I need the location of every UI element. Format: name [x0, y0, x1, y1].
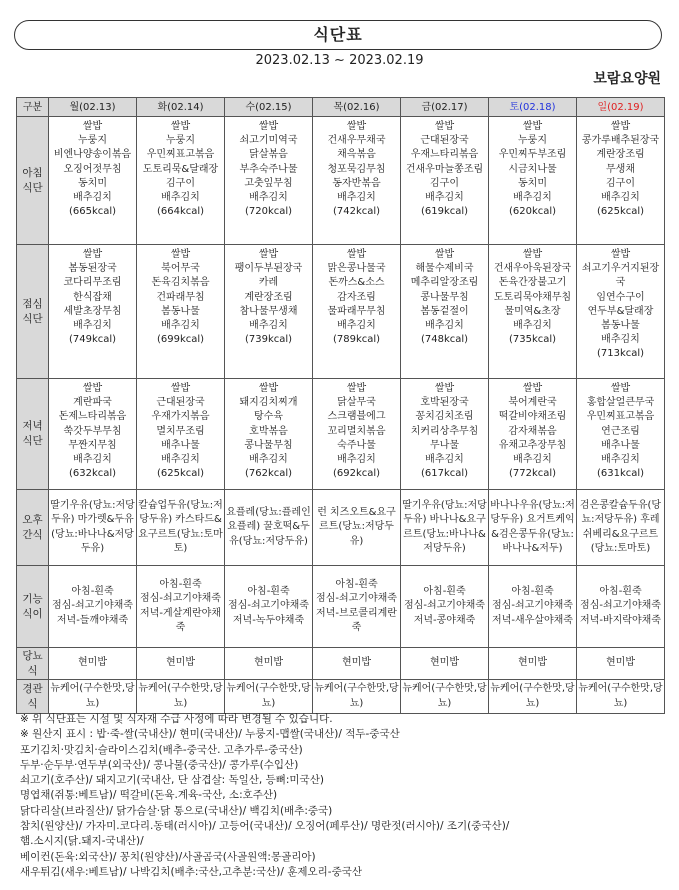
row-label-part: 식단	[22, 312, 43, 325]
menu-item: 도토리묵&달래장	[142, 163, 219, 175]
menu-item: (665kcal)	[68, 206, 117, 218]
note-line: ※ 위 식단표는 시설 및 식자재 수급 사정에 따라 변경될 수 있습니다.	[20, 713, 333, 725]
row-label-part: 아침	[22, 166, 43, 179]
snack-row-label	[17, 490, 49, 566]
tube-feeding-row-label	[17, 680, 49, 714]
menu-item: 돈육김치볶음	[151, 277, 210, 289]
menu-item: 호박볶음	[249, 425, 288, 437]
menu-item: (625kcal)	[596, 206, 645, 218]
snack-cell-mon	[49, 490, 137, 566]
menu-item: 동치미	[78, 177, 107, 189]
breakfast-cell-tue	[137, 117, 225, 245]
menu-item: 아침-흰죽	[423, 586, 466, 598]
diabetic-diet-cell-thu	[313, 648, 401, 680]
lunch-cell-wed	[225, 245, 313, 379]
menu-item: 누룽지	[518, 135, 547, 147]
dinner-cell-tue	[137, 379, 225, 490]
menu-item: 건파래무침	[156, 291, 205, 303]
menu-item: 배추김치	[425, 192, 464, 204]
menu-item: 북어무국	[161, 263, 200, 275]
day-header-sun: 일(02.19)	[577, 98, 665, 117]
special-diet-cell-tue	[137, 566, 225, 648]
row-label-part: 식이	[22, 607, 43, 620]
menu-item: 뉴케어(구수한맛,당뇨)	[490, 683, 575, 709]
menu-item: (617kcal)	[420, 468, 469, 480]
menu-item: 돈육간장불고기	[498, 277, 567, 289]
dinner-cell-sun	[577, 379, 665, 490]
menu-item: 꽁치김치조림	[415, 411, 474, 423]
menu-item: 아침-흰죽	[599, 586, 642, 598]
menu-item: 배추김치	[337, 320, 376, 332]
menu-item: 돈제느타리볶음	[58, 411, 127, 423]
snack-cell-fri	[401, 490, 489, 566]
menu-item: 뉴케어(구수한맛,당뇨)	[138, 683, 223, 709]
row-label-part: 식	[27, 697, 38, 710]
menu-item: 메추리알장조림	[410, 277, 479, 289]
menu-item: 배추김치	[601, 192, 640, 204]
menu-item: 팽이두부된장국	[234, 263, 303, 275]
menu-item: 배추김치	[73, 320, 112, 332]
menu-item: 배추김치	[161, 454, 200, 466]
row-label-part: 식	[27, 664, 38, 677]
menu-item: 쌀밥	[170, 121, 191, 132]
menu-item: (762kcal)	[244, 468, 293, 480]
menu-item: 아침-흰죽	[247, 586, 290, 598]
menu-item: 무생채	[606, 163, 635, 175]
diabetic-diet-row	[17, 648, 665, 680]
menu-item: (739kcal)	[244, 334, 293, 346]
row-label-part: 오후	[22, 513, 43, 526]
menu-item: (742kcal)	[332, 206, 381, 218]
breakfast-cell-mon	[49, 117, 137, 245]
menu-item: 배추김치	[249, 454, 288, 466]
tube-feeding-cell-mon	[49, 680, 137, 714]
special-diet-cell-sun	[577, 566, 665, 648]
snack-cell-sun	[577, 490, 665, 566]
menu-item: 저녁-녹두야채죽	[232, 614, 305, 626]
menu-item: 아침-흰죽	[71, 586, 114, 598]
menu-item: 봄동나물	[601, 320, 640, 332]
row-label-part: 기능	[22, 592, 43, 605]
menu-item: 쌀밥	[258, 249, 279, 260]
menu-item: 탕수육	[254, 411, 283, 423]
menu-item: 청포묵김무침	[327, 163, 386, 175]
menu-item: 떡갈비야채조림	[498, 411, 567, 423]
menu-item: 쑥갓두부무침	[63, 425, 122, 437]
menu-item: 현미밥	[606, 657, 635, 669]
menu-item: 오징어젓무침	[63, 163, 122, 175]
menu-item: 쌀밥	[434, 383, 455, 394]
menu-item: 쌀밥	[610, 383, 631, 394]
menu-item: 배추김치	[73, 192, 112, 204]
snack-cell-sat	[489, 490, 577, 566]
menu-item: 저녁-콩야채죽	[413, 614, 476, 626]
menu-item: 배추김치	[161, 192, 200, 204]
row-label-part: 당뇨	[22, 649, 43, 662]
row-label-part: 저녁	[22, 420, 43, 432]
special-diet-cell-sat	[489, 566, 577, 648]
menu-item: 코다리무조림	[63, 277, 122, 289]
menu-item: 뉴케어(구수한맛,당뇨)	[314, 683, 399, 709]
menu-item: 해물수제비국	[415, 263, 474, 275]
note-line: 참치(원양산)/ 가자미.코다리.동태(러시아)/ 고등어(국내산)/ 오징어(페루산)/ 명란젓(러시아)/ 조기(중국산)/	[20, 820, 510, 833]
menu-item: 누룽지	[78, 135, 107, 147]
menu-item: (699kcal)	[156, 334, 205, 346]
menu-item: 임연수구이	[596, 291, 645, 303]
diabetic-diet-cell-fri	[401, 648, 489, 680]
menu-item: 현미밥	[166, 657, 195, 669]
breakfast-row-label	[17, 117, 49, 245]
menu-item: 배추김치	[601, 454, 640, 466]
diabetic-diet-cell-wed	[225, 648, 313, 680]
menu-item: 쌀밥	[170, 383, 191, 394]
menu-item: 딸기우유(당뇨:저당두유) 마가렛&두유(당뇨:바나나&저당두유)	[50, 500, 135, 554]
menu-item: 유채고추장무침	[498, 439, 567, 451]
menu-item: 현미밥	[342, 657, 371, 669]
menu-item: 쇠고기미역국	[239, 135, 298, 147]
menu-item: 동자반볶음	[332, 177, 381, 189]
day-header-tue: 화(02.14)	[137, 98, 225, 117]
menu-item: 점심-쇠고기야채죽	[492, 600, 573, 612]
menu-item: 저녁-바지락야채죽	[580, 614, 661, 626]
menu-item: 쌀밥	[522, 383, 543, 394]
menu-item: (619kcal)	[420, 206, 469, 218]
tube-feeding-cell-wed	[225, 680, 313, 714]
menu-item: 건새우마늘쫑조림	[405, 163, 484, 175]
menu-item: (692kcal)	[332, 468, 381, 480]
breakfast-cell-wed	[225, 117, 313, 245]
menu-item: 계란장조림	[244, 291, 293, 303]
note-line: 명엽채(쥐통:베트남)/ 떡갈비(돈육.계육-국산, 소:호주산)	[20, 789, 278, 802]
lunch-cell-tue	[137, 245, 225, 379]
menu-item: 스크램블에그	[327, 411, 386, 423]
menu-item: 우재느타리볶음	[410, 149, 479, 161]
menu-item: 쌀밥	[346, 249, 367, 260]
menu-item: 쌀밥	[346, 121, 367, 132]
menu-item: 배추김치	[337, 454, 376, 466]
menu-item: 호박된장국	[420, 397, 469, 409]
tube-feeding-cell-sun	[577, 680, 665, 714]
menu-item: 건새우아욱된장국	[493, 263, 572, 275]
menu-item: 런 치즈오트&요구르트(당뇨:저당두유)	[317, 507, 396, 547]
menu-item: 뉴케어(구수한맛,당뇨)	[50, 683, 135, 709]
menu-item: 콩나물무침	[420, 291, 469, 303]
special-diet-row-label	[17, 566, 49, 648]
menu-item: (631kcal)	[596, 468, 645, 480]
day-header-fri: 금(02.17)	[401, 98, 489, 117]
menu-item: 연두부&달래장	[587, 305, 654, 317]
menu-item: (713kcal)	[596, 348, 645, 360]
lunch-cell-sat	[489, 245, 577, 379]
menu-item: 감자채볶음	[508, 425, 557, 437]
menu-item: 요플레(당뇨:플레인요플레) 꿀호떡&두유(당뇨:저당두유)	[226, 507, 311, 547]
menu-item: 저녁-들깨야채죽	[56, 614, 129, 626]
lunch-row	[17, 245, 665, 379]
menu-item: 우재가지볶음	[151, 411, 210, 423]
day-header-wed: 수(02.15)	[225, 98, 313, 117]
menu-item: 점심-쇠고기야채죽	[404, 600, 485, 612]
menu-item: 저녁-게살계란야채죽	[140, 607, 221, 633]
note-line: 햄.소시지(닭.돼지-국내산)/	[20, 835, 144, 848]
menu-item: 도토리묵야채무침	[493, 291, 572, 303]
menu-item: 쌀밥	[522, 249, 543, 260]
row-label-part: 간식	[22, 528, 43, 541]
menu-item: 시금치나물	[508, 163, 557, 175]
menu-item: (625kcal)	[156, 468, 205, 480]
row-label-part: 식단	[22, 181, 43, 194]
menu-item: 뉴케어(구수한맛,당뇨)	[402, 683, 487, 709]
menu-item: 물파래무무침	[327, 305, 386, 317]
menu-item: 계란장조림	[596, 149, 645, 161]
menu-item: 배추김치	[249, 192, 288, 204]
dinner-cell-wed	[225, 379, 313, 490]
menu-item: 비엔나양송이볶음	[53, 149, 132, 161]
menu-item: 감자조림	[337, 291, 376, 303]
dinner-row-label	[17, 379, 49, 490]
menu-item: 배추김치	[513, 320, 552, 332]
menu-item: 세발초장무침	[63, 305, 122, 317]
menu-item: 돼지김치찌개	[239, 397, 298, 409]
menu-item: 꼬리멸치볶음	[327, 425, 386, 437]
menu-item: 점심-쇠고기야채죽	[52, 600, 133, 612]
menu-item: 쌀밥	[170, 249, 191, 260]
menu-item: 쌀밥	[82, 249, 103, 260]
menu-item: 배추나물	[601, 439, 640, 451]
tube-feeding-row	[17, 680, 665, 714]
tube-feeding-cell-thu	[313, 680, 401, 714]
menu-item: 쌀밥	[434, 249, 455, 260]
menu-item: 쌀밥	[610, 121, 631, 132]
menu-item: 배추김치	[601, 334, 640, 346]
facility-name: 보람요양원	[593, 71, 661, 87]
menu-item: 봄동겉절이	[420, 305, 469, 317]
menu-item: (735kcal)	[508, 334, 557, 346]
dinner-cell-sat	[489, 379, 577, 490]
weekly-menu-table	[16, 97, 665, 714]
menu-item: 뉴케어(구수한맛,당뇨)	[226, 683, 311, 709]
row-label-part: 식단	[22, 435, 43, 447]
snack-cell-thu	[313, 490, 401, 566]
lunch-cell-mon	[49, 245, 137, 379]
menu-item: (632kcal)	[68, 468, 117, 480]
menu-item: 우민찌표고볶음	[586, 411, 655, 423]
menu-item: 쌀밥	[610, 249, 631, 260]
tube-feeding-cell-fri	[401, 680, 489, 714]
menu-item: 현미밥	[430, 657, 459, 669]
menu-item: (772kcal)	[508, 468, 557, 480]
diabetic-diet-row-label	[17, 648, 49, 680]
row-label-part: 경관	[22, 682, 43, 695]
special-diet-cell-thu	[313, 566, 401, 648]
menu-item: 쌀밥	[434, 121, 455, 132]
tube-feeding-cell-tue	[137, 680, 225, 714]
menu-item: 쌀밥	[346, 383, 367, 394]
menu-item: 홍합살얼큰무국	[586, 397, 655, 409]
menu-item: (749kcal)	[68, 334, 117, 346]
menu-item: 뉴케어(구수한맛,당뇨)	[578, 683, 663, 709]
note-line: 새우튀김(새우:베트남)/ 나박김치(배추:국산,고추분:국산)/ 훈제오리-중국산	[20, 865, 363, 878]
menu-item: 쌀밥	[82, 383, 103, 394]
diabetic-diet-cell-mon	[49, 648, 137, 680]
menu-item: (720kcal)	[244, 206, 293, 218]
menu-item: 쌀밥	[522, 121, 543, 132]
menu-item: 저녁-새우살야채죽	[492, 614, 573, 626]
note-line: 쇠고기(호주산)/ 돼지고기(국내산, 단 삼겹살: 독일산, 등뼈:미국산)	[20, 774, 324, 787]
lunch-cell-sun	[577, 245, 665, 379]
menu-item: 아침-흰죽	[335, 579, 378, 591]
diabetic-diet-cell-tue	[137, 648, 225, 680]
menu-item: 쌀밥	[258, 383, 279, 394]
snack-row	[17, 490, 665, 566]
menu-item: 맑은콩나물국	[327, 263, 386, 275]
diabetic-diet-cell-sun	[577, 648, 665, 680]
corner-header: 구분	[17, 98, 49, 117]
note-line: 베이컨(돈육:외국산)/ 꽁치(원양산)/사골곰국(사골원액:몽골리아)	[20, 850, 316, 863]
menu-item: 김구이	[430, 177, 459, 189]
menu-item: 무나물	[430, 439, 459, 451]
menu-item: 치커리상추무침	[410, 425, 479, 437]
note-line: ※ 원산지 표시 : 밥·죽-쌀(국내산)/ 현미(국내산)/ 누룽지-맵쌀(국내산)/ 적두-중국산	[20, 728, 400, 741]
breakfast-row	[17, 117, 665, 245]
menu-item: 딸기우유(당뇨:저당두유) 바나나&요구르트(당뇨:바나나&저당두유)	[402, 500, 487, 554]
menu-item: 닭살볶음	[249, 149, 288, 161]
menu-item: 바나나우유(당뇨:저당두유) 요거트케익&검은콩두유(당뇨:바나나&저두)	[490, 500, 575, 554]
note-line: 포기김치·맛김치·슬라이스김치(배추-중국산. 고추가루-중국산)	[20, 743, 303, 756]
menu-item: 아침-흰죽	[511, 586, 554, 598]
menu-item: 현미밥	[78, 657, 107, 669]
menu-item: 콩가루배추된장국	[581, 135, 660, 147]
menu-item: 김구이	[166, 177, 195, 189]
menu-item: 칼슘업두유(당뇨:저당두유) 카스타드&요구르트(당뇨:토마토)	[138, 500, 223, 554]
menu-item: 배추김치	[425, 320, 464, 332]
menu-item: 북어계란국	[508, 397, 557, 409]
row-label-part: 점심	[22, 297, 43, 310]
dinner-cell-fri	[401, 379, 489, 490]
lunch-cell-thu	[313, 245, 401, 379]
special-diet-cell-mon	[49, 566, 137, 648]
menu-item: 숙주나물	[337, 439, 376, 451]
menu-item: 배추김치	[513, 454, 552, 466]
menu-item: 우민찌두부조림	[498, 149, 567, 161]
notes-section	[20, 712, 665, 880]
menu-item: 닭살무국	[337, 397, 376, 409]
day-header-row	[17, 98, 665, 117]
menu-item: 콩나물무침	[244, 439, 293, 451]
menu-item: 봄동된장국	[68, 263, 117, 275]
menu-item: (789kcal)	[332, 334, 381, 346]
breakfast-cell-fri	[401, 117, 489, 245]
menu-item: (748kcal)	[420, 334, 469, 346]
menu-item: 근대된장국	[156, 397, 205, 409]
menu-item: 현미밥	[518, 657, 547, 669]
menu-item: 카레	[258, 277, 279, 289]
menu-item: 김구이	[606, 177, 635, 189]
menu-period: 2023.02.13 ~ 2023.02.19	[255, 53, 424, 68]
menu-item: 봄동나물	[161, 305, 200, 317]
menu-item: 점심-쇠고기야채죽	[316, 593, 397, 605]
day-header-sat: 토(02.18)	[489, 98, 577, 117]
menu-item: 배추김치	[249, 320, 288, 332]
menu-item: 건새우무채국	[327, 135, 386, 147]
menu-item: 배추김치	[161, 320, 200, 332]
day-header-thu: 목(02.16)	[313, 98, 401, 117]
menu-item: (664kcal)	[156, 206, 205, 218]
menu-item: 배추김치	[513, 192, 552, 204]
menu-item: 아침-흰죽	[159, 579, 202, 591]
dinner-row	[17, 379, 665, 490]
menu-item: 쌀밥	[258, 121, 279, 132]
menu-title: 식단표	[14, 20, 662, 50]
special-diet-cell-wed	[225, 566, 313, 648]
snack-cell-tue	[137, 490, 225, 566]
menu-item: 현미밥	[254, 657, 283, 669]
menu-item: 점심-쇠고기야채죽	[228, 600, 309, 612]
breakfast-cell-sun	[577, 117, 665, 245]
menu-item: 채윽볶음	[337, 149, 376, 161]
menu-item: 배추김치	[73, 454, 112, 466]
menu-item: 연근조림	[601, 425, 640, 437]
menu-item: 동치미	[518, 177, 547, 189]
note-line: 닭다리살(브라질산)/ 닭가슴살·닭 통으로(국내산)/ 백김치(배추:중국)	[20, 804, 333, 817]
menu-item: 배추김치	[425, 454, 464, 466]
special-diet-cell-fri	[401, 566, 489, 648]
snack-cell-wed	[225, 490, 313, 566]
diabetic-diet-cell-sat	[489, 648, 577, 680]
tube-feeding-cell-sat	[489, 680, 577, 714]
menu-item: 누룽지	[166, 135, 195, 147]
dinner-cell-mon	[49, 379, 137, 490]
breakfast-cell-thu	[313, 117, 401, 245]
menu-item: (620kcal)	[508, 206, 557, 218]
menu-item: 쇠고기우거지된장국	[581, 263, 660, 289]
menu-item: 검은콩칼슘두유(당뇨:저당두유) 후레쉬베리&요구르트(당뇨:토마토)	[579, 500, 662, 554]
lunch-cell-fri	[401, 245, 489, 379]
menu-item: 점심-쇠고기야채죽	[580, 600, 661, 612]
menu-item: 저녁-브로콜리계란죽	[316, 607, 397, 633]
menu-item: 부추숙주나물	[239, 163, 298, 175]
menu-item: 멸치무조림	[156, 425, 205, 437]
menu-item: 근대된장국	[420, 135, 469, 147]
menu-item: 한식잡채	[73, 291, 112, 303]
menu-item: 배추김치	[337, 192, 376, 204]
menu-item: 계란파국	[73, 397, 112, 409]
special-diet-row	[17, 566, 665, 648]
menu-item: 고춧잎무침	[244, 177, 293, 189]
menu-item: 돈까스&소스	[328, 277, 385, 289]
lunch-row-label	[17, 245, 49, 379]
breakfast-cell-sat	[489, 117, 577, 245]
menu-item: 점심-쇠고기야채죽	[140, 593, 221, 605]
menu-item: 우민찌표고볶음	[146, 149, 215, 161]
menu-item: 물미역&초장	[504, 305, 561, 317]
menu-item: 쌀밥	[82, 121, 103, 132]
note-line: 두부·순두부·연두부(외국산)/ 콩나물(중국산)/ 콩가루(수입산)	[20, 758, 299, 771]
menu-item: 배추나물	[161, 439, 200, 451]
menu-item: 참나물무생채	[239, 305, 298, 317]
dinner-cell-thu	[313, 379, 401, 490]
menu-item: 무짠지무침	[68, 439, 117, 451]
day-header-mon: 월(02.13)	[49, 98, 137, 117]
